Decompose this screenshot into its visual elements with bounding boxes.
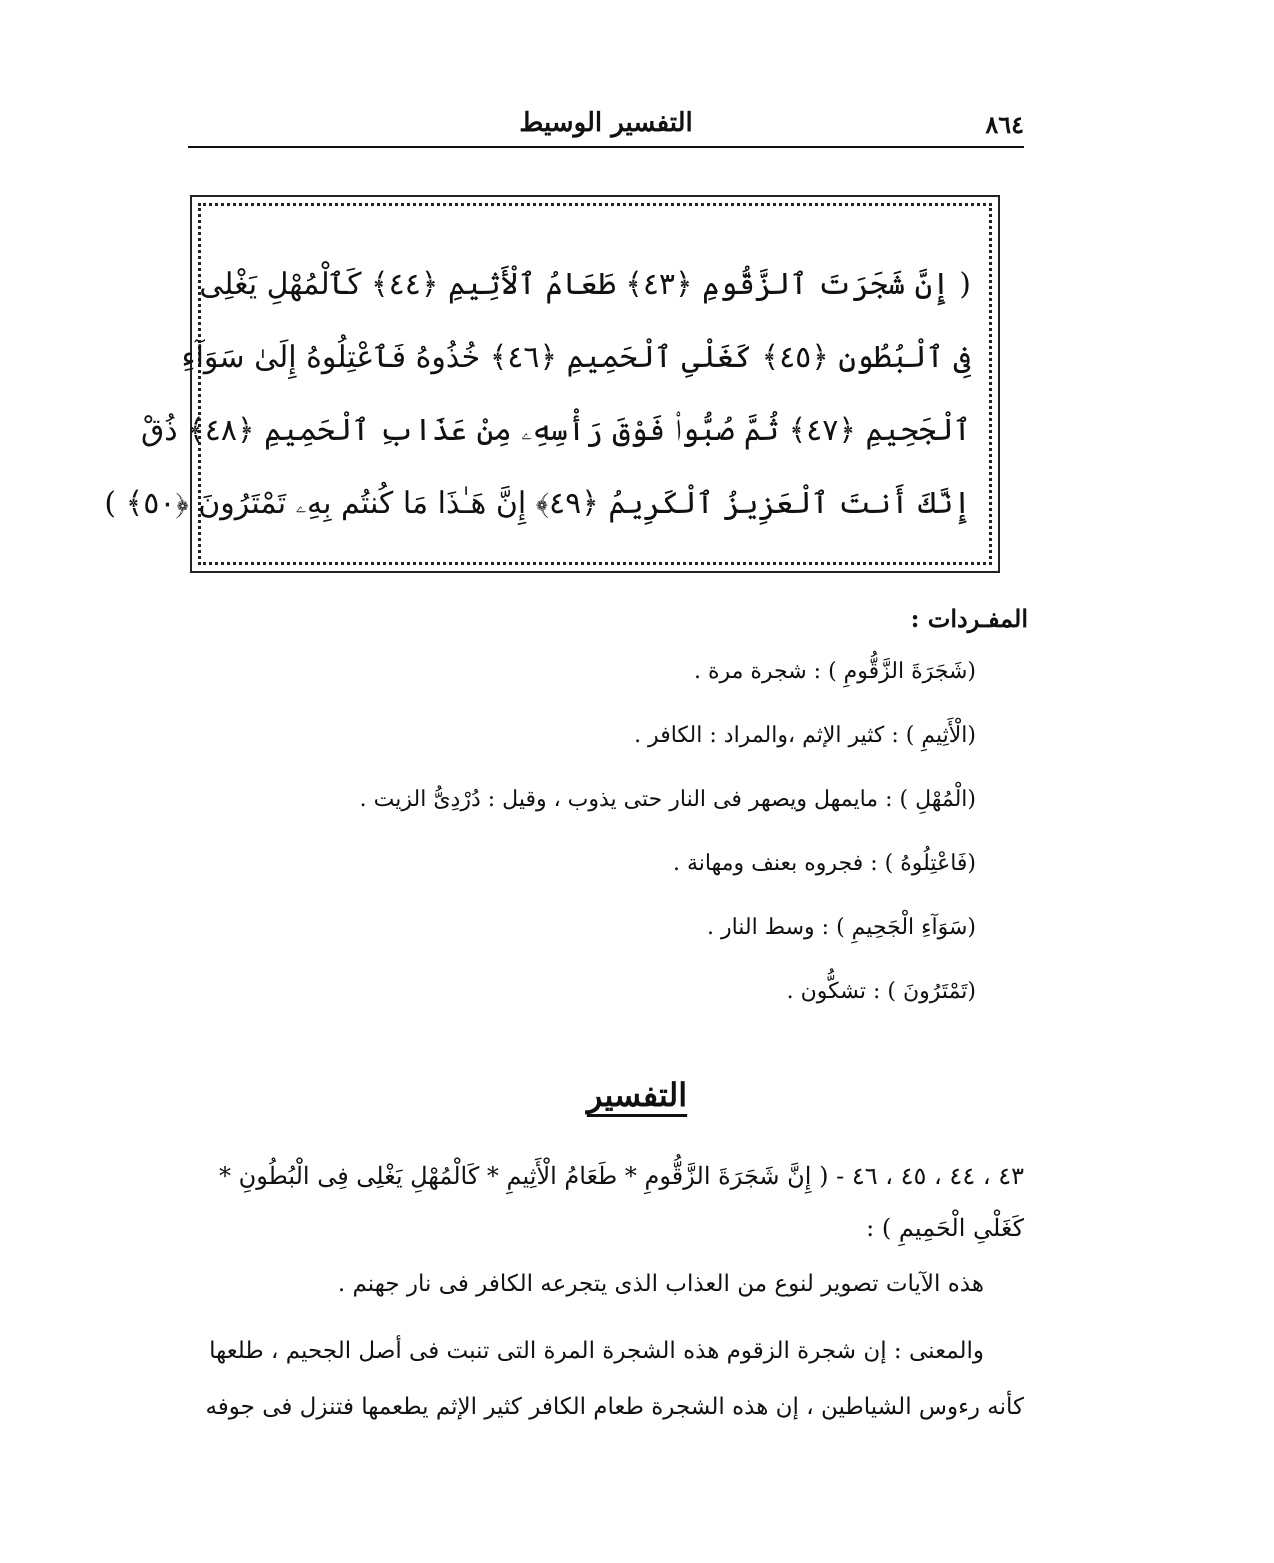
tafsir-paragraph	[190, 1323, 1024, 1435]
paragraph-line: كأنه رءوس الشياطين ، إن هذه الشجرة طعام الكافر كثير الإثم يطعمها فتنزل فى جوفه	[205, 1394, 1024, 1420]
verse-line: إِنَّكَ أَنتَ ٱلْعَزِيزُ ٱلْكَرِيمُ ﴿٤٩﴾ إِنَّ هَـٰذَا مَا كُنتُم بِهِۦ تَمْتَرُونَ ﴿٥٠﴾ )	[104, 486, 971, 521]
tafsir-paragraph	[190, 1256, 1024, 1312]
vocabulary-item: (فَاعْتِلُوهُ ) : فجروه بعنف ومهانة .	[672, 851, 976, 876]
vocabulary-item: (تَمْتَرُونَ ) : تشكُّون .	[786, 979, 976, 1004]
verse-reference-line: ٤٣ ، ٤٤ ، ٤٥ ، ٤٦ - ( إِنَّ شَجَرَةَ الزَّقُّومِ * طَعَامُ الْأَثِيمِ * كَالْمُهْلِ يَغْلِى فِى الْبُطُونِ *	[219, 1162, 1024, 1190]
verse-line: ( إِنَّ شَجَرَتَ ٱلزَّقُّومِ ﴿٤٣﴾ طَعَامُ ٱلْأَثِيمِ ﴿٤٤﴾ كَٱلْمُهْلِ يَغْلِى	[199, 267, 971, 302]
vocabulary-heading: المفـردات :	[910, 604, 1028, 633]
verse-line: فِى ٱلْبُطُونِ ﴿٤٥﴾ كَغَلْىِ ٱلْحَمِيمِ ﴿٤٦﴾ خُذُوهُ فَٱعْتِلُوهُ إِلَىٰ سَوَآءِ	[181, 340, 971, 375]
vocabulary-item: (الْمُهْلِ ) : مايمهل ويصهر فى النار حتى يذوب ، وقيل : دُرْدِىُّ الزيت .	[359, 787, 976, 812]
header-divider	[188, 146, 1024, 148]
vocabulary-item: (سَوَآءِ الْجَحِيمِ ) : وسط النار .	[706, 915, 976, 940]
verse-line: ٱلْجَحِيمِ ﴿٤٧﴾ ثُمَّ صُبُّوا۟ فَوْقَ رَأْسِهِۦ مِنْ عَذَابِ ٱلْحَمِيمِ ﴿٤٨﴾ ذُقْ	[141, 413, 971, 448]
quran-verse-frame	[104, 203, 992, 565]
vocabulary-list	[256, 652, 976, 1036]
page-header	[188, 98, 1024, 148]
page-number: ٨٦٤	[985, 110, 1024, 139]
tafsir-title: التفسير	[586, 1076, 688, 1114]
paragraph-text: هذه الآيات تصوير لنوع من العذاب الذى يتجرعه الكافر فى نار جهنم .	[337, 1271, 984, 1297]
quran-verses	[104, 248, 971, 542]
paragraph-line: والمعنى : إن شجرة الزقوم هذه الشجرة المرة التى تنبت فى أصل الجحيم ، طلعها	[209, 1338, 984, 1364]
running-title: التفسير الوسيط	[519, 108, 693, 138]
tafsir-verse-reference	[190, 1150, 1024, 1254]
vocabulary-item: (الْأَثِيمِ ) : كثير الإثم ،والمراد : الكافر .	[634, 723, 976, 748]
vocabulary-item: (شَجَرَةَ الزَّقُّومِ ) : شجرة مرة .	[693, 659, 976, 684]
verse-reference-line: كَغَلْىِ الْحَمِيمِ ) :	[866, 1214, 1024, 1242]
